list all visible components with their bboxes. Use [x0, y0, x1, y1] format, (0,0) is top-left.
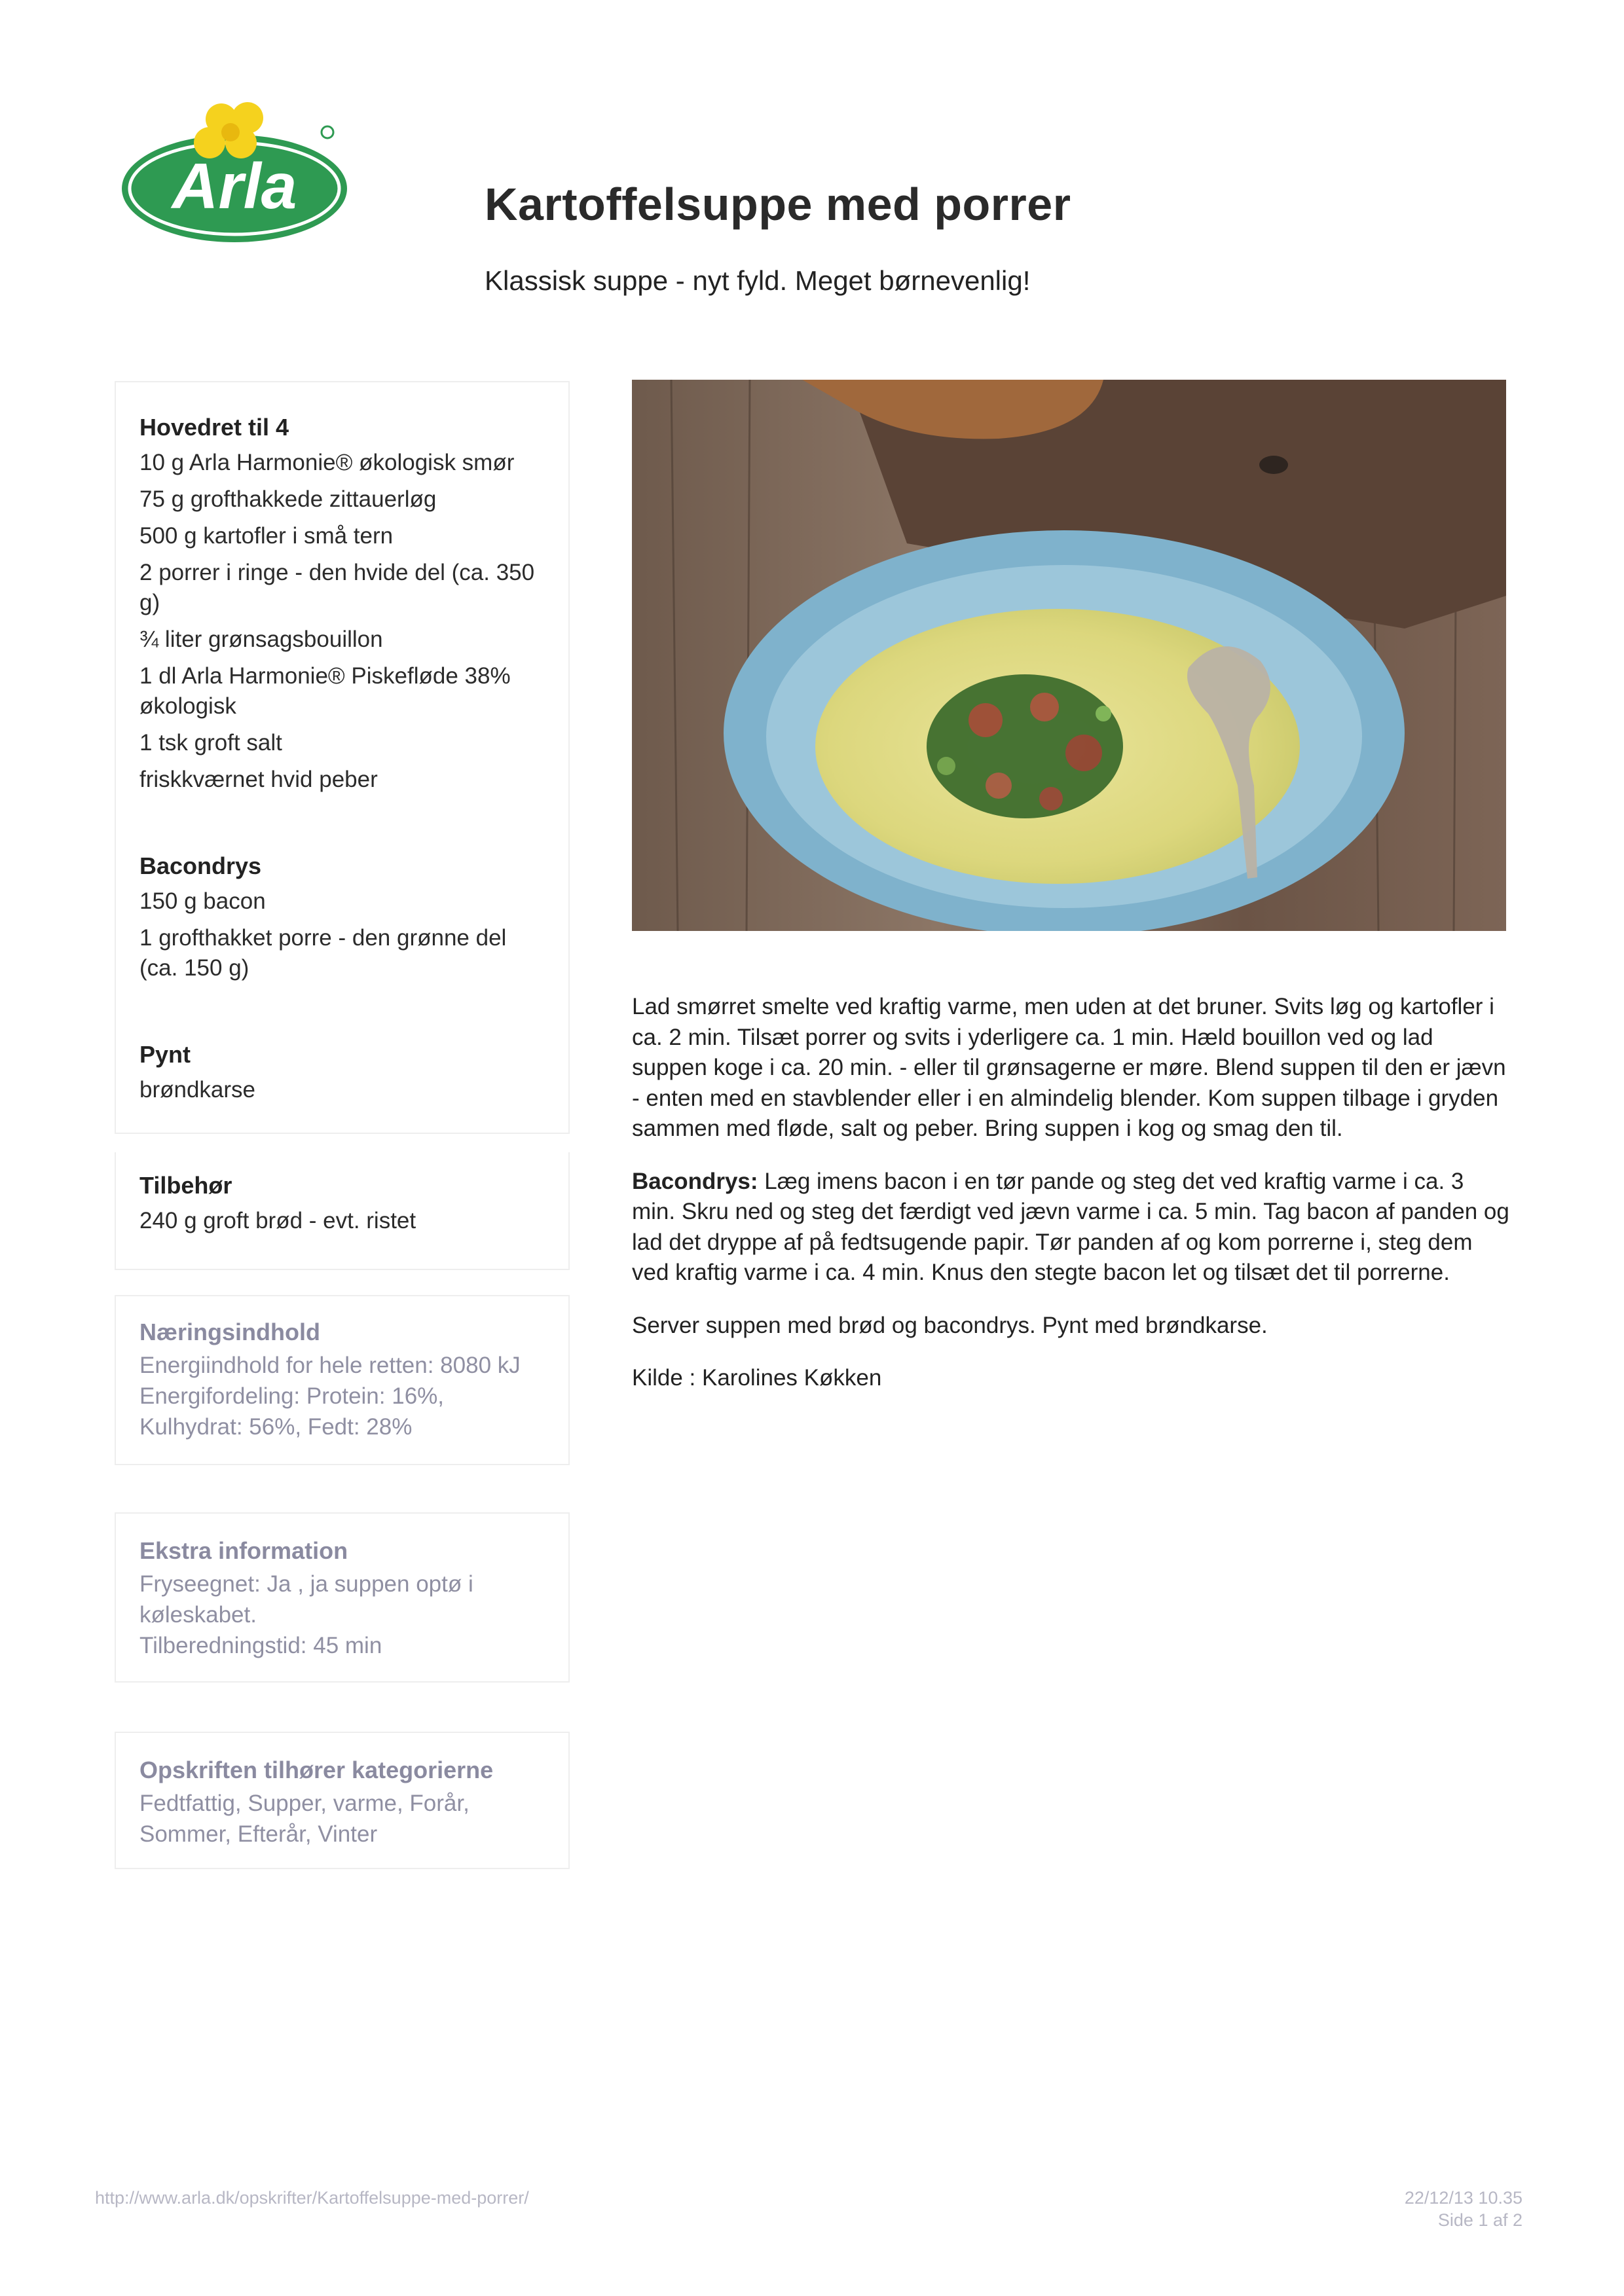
ingredient-item: 1 tsk groft salt	[139, 730, 282, 756]
ingredient-item: 10 g Arla Harmonie® økologisk smør	[139, 450, 515, 475]
extra-info-heading: Ekstra information	[139, 1537, 348, 1564]
section-heading: Tilbehør	[139, 1172, 232, 1199]
ingredient-item: ¾ liter grønsagsbouillon	[139, 627, 383, 652]
tilbehor-box	[115, 1152, 570, 1270]
ingredient-item: 240 g groft brød - evt. ristet	[139, 1208, 416, 1233]
footer-page-number: Side 1 af 2	[1437, 2210, 1522, 2230]
categories-heading: Opskriften tilhører kategorierne	[139, 1757, 494, 1783]
source-line: Kilde : Karolines Køkken	[632, 1365, 882, 1391]
method-text	[632, 992, 1509, 1416]
section-heading: Hovedret til 4	[139, 414, 289, 441]
method-paragraph-bacondrys	[632, 1167, 1509, 1288]
ingredient-item: 500 g kartofler i små tern	[139, 523, 394, 549]
soup-photo	[632, 380, 1506, 931]
ingredient-section-pynt	[139, 1041, 545, 1105]
page-title: Kartoffelsuppe med porrer	[485, 179, 1071, 230]
ingredient-item: friskkværnet hvid peber	[139, 767, 378, 792]
method-paragraph: Lad smørret smelte ved kraftig varme, men uden at det bruner. Svits løg og kartofler i ca. 2 min. Tilsæt porrer og svits i yderligere ca. 1 min. Hæld bouillon ved og lad suppen koge i ca. 20 min. - eller til grønsagerne er møre. Blend suppen til den er jævn - enten med en stavblender eller i en almindelig blender. Kom suppen tilbage i gryden sammen med fløde, salt og peber. Bring suppen i kog og smag den til.	[632, 994, 1506, 1141]
method-label: Bacondrys:	[632, 1168, 758, 1194]
footer-url: http://www.arla.dk/opskrifter/Kartoffelsuppe-med-porrer/	[95, 2188, 529, 2208]
footer-info	[1405, 2187, 1522, 2231]
section-heading: Pynt	[139, 1041, 191, 1068]
footer-datetime: 22/12/13 10.35	[1404, 2188, 1522, 2208]
categories-box	[115, 1732, 570, 1869]
nutrition-line: Energifordeling: Protein: 16%, Kulhydrat: 56%, Fedt: 28%	[139, 1383, 444, 1440]
section-heading: Bacondrys	[139, 852, 262, 879]
ingredient-item: brøndkarse	[139, 1077, 256, 1102]
ingredients-box	[115, 381, 570, 1134]
arla-logo	[118, 92, 354, 249]
categories-list: Fedtfattig, Supper, varme, Forår, Sommer, Efterår, Vinter	[139, 1791, 470, 1847]
extra-info-line: Fryseegnet: Ja , ja suppen optø i køleskabet.	[139, 1571, 473, 1628]
page-subtitle: Klassisk suppe - nyt fyld. Meget børnevenlig!	[485, 265, 1031, 296]
ingredient-section-main	[139, 414, 545, 795]
ingredient-item: 2 porrer i ringe - den hvide del (ca. 350 g)	[139, 560, 535, 615]
nutrition-box	[115, 1295, 570, 1465]
ingredient-item: 75 g grofthakkede zittauerløg	[139, 486, 437, 512]
extra-info-line: Tilberedningstid: 45 min	[139, 1633, 382, 1658]
nutrition-line: Energiindhold for hele retten: 8080 kJ	[139, 1353, 521, 1378]
nutrition-heading: Næringsindhold	[139, 1319, 320, 1345]
ingredient-item: 150 g bacon	[139, 888, 266, 914]
method-paragraph: Server suppen med brød og bacondrys. Pynt med brøndkarse.	[632, 1312, 1268, 1338]
ingredient-item: 1 dl Arla Harmonie® Piskefløde 38% økologisk	[139, 663, 511, 719]
logo-text: Arla	[172, 150, 297, 222]
method-paragraph: Læg imens bacon i en tør pande og steg det ved kraftig varme i ca. 3 min. Skru ned og steg det færdigt ved jævn varme i ca. 5 min. Tag bacon af panden og lad det dryppe af på fedtsugende papir. Tør panden af og kom porrerne i, steg dem ved kraftig varme i ca. 4 min. Knus den stegte bacon let og tilsæt det til porrerne.	[632, 1168, 1509, 1285]
ingredient-section-bacondrys	[139, 852, 545, 983]
ingredient-item: 1 grofthakket porre - den grønne del (ca. 150 g)	[139, 925, 507, 981]
extra-info-box	[115, 1512, 570, 1683]
